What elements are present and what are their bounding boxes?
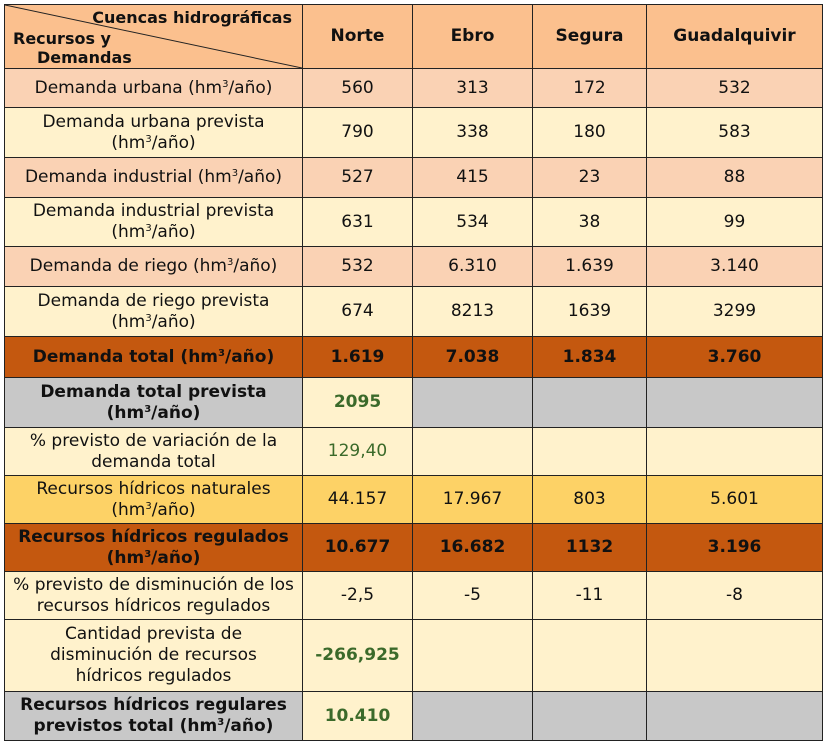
cell-segura (533, 428, 647, 476)
cell-ebro: -5 (413, 572, 533, 620)
cell-norte: 44.157 (303, 476, 413, 524)
cell-guadalquivir: 5.601 (647, 476, 823, 524)
cell-ebro: 16.682 (413, 524, 533, 572)
cell-segura: 1.834 (533, 337, 647, 378)
row-label: % previsto de variación de la demanda total (5, 428, 303, 476)
row-label: Demanda total $(hm^3/año)$ (5, 337, 303, 378)
row-label: Demanda urbana prevista $(hm^3/año)$ (5, 108, 303, 158)
table-row (5, 158, 823, 198)
row-label: Recursos hídricos regulares previstos total $(hm^3/año)$ (5, 692, 303, 741)
corner-bottom-line2: Demandas (37, 48, 132, 67)
header-row (5, 5, 823, 69)
cell-segura: 38 (533, 198, 647, 247)
table-row (5, 428, 823, 476)
water-resources-table (4, 4, 823, 741)
cell-segura: 180 (533, 108, 647, 158)
cell-segura (533, 378, 647, 428)
row-label: Recursos hídricos naturales $(hm^3/año)$ (5, 476, 303, 524)
cell-segura (533, 620, 647, 692)
table-row (5, 287, 823, 337)
cell-ebro: 338 (413, 108, 533, 158)
table-row-regulated-resources (5, 524, 823, 572)
row-label: Cantidad prevista de disminución de recursos hídricos regulados (5, 620, 303, 692)
cell-segura: 1.639 (533, 247, 647, 287)
column-header-norte: Norte (303, 5, 413, 69)
row-label: Demanda total prevista $(hm^3/año)$ (5, 378, 303, 428)
table-row (5, 378, 823, 428)
cell-ebro (413, 620, 533, 692)
cell-norte: 790 (303, 108, 413, 158)
cell-guadalquivir: 99 (647, 198, 823, 247)
corner-bottom-line1: Recursos y (13, 29, 111, 48)
row-label: % previsto de disminución de los recursos hídricos regulados (5, 572, 303, 620)
table-row (5, 247, 823, 287)
cell-guadalquivir (647, 428, 823, 476)
cell-ebro (413, 692, 533, 741)
row-label: Demanda industrial $(hm^3/año)$ (5, 158, 303, 198)
cell-guadalquivir (647, 692, 823, 741)
cell-guadalquivir: 3.140 (647, 247, 823, 287)
column-header-ebro: Ebro (413, 5, 533, 69)
row-label: Demanda industrial prevista $(hm^3/año)$ (5, 198, 303, 247)
cell-norte: 631 (303, 198, 413, 247)
table-row (5, 572, 823, 620)
cell-ebro: 8213 (413, 287, 533, 337)
cell-norte: 10.410 (303, 692, 413, 741)
cell-ebro: 313 (413, 69, 533, 108)
cell-guadalquivir (647, 378, 823, 428)
cell-norte: 527 (303, 158, 413, 198)
corner-bottom-label (13, 29, 132, 67)
cell-segura: 1639 (533, 287, 647, 337)
cell-guadalquivir: 3.196 (647, 524, 823, 572)
cell-segura: 172 (533, 69, 647, 108)
cell-segura: 23 (533, 158, 647, 198)
row-label: Demanda de riego prevista $(hm^3/año)$ (5, 287, 303, 337)
table-row (5, 692, 823, 741)
cell-segura: 1132 (533, 524, 647, 572)
cell-norte: 532 (303, 247, 413, 287)
cell-segura (533, 692, 647, 741)
table-row (5, 198, 823, 247)
cell-norte: -266,925 (303, 620, 413, 692)
cell-ebro (413, 378, 533, 428)
cell-norte: 674 (303, 287, 413, 337)
column-header-segura: Segura (533, 5, 647, 69)
table-row (5, 108, 823, 158)
column-header-guadalquivir: Guadalquivir (647, 5, 823, 69)
cell-guadalquivir: 532 (647, 69, 823, 108)
cell-norte: -2,5 (303, 572, 413, 620)
cell-guadalquivir: 3.760 (647, 337, 823, 378)
table-row (5, 620, 823, 692)
table-row-demand-total (5, 337, 823, 378)
cell-guadalquivir (647, 620, 823, 692)
cell-ebro (413, 428, 533, 476)
cell-guadalquivir: 3299 (647, 287, 823, 337)
cell-ebro: 6.310 (413, 247, 533, 287)
cell-ebro: 415 (413, 158, 533, 198)
cell-norte: 2095 (303, 378, 413, 428)
cell-ebro: 17.967 (413, 476, 533, 524)
corner-top-label: Cuencas hidrográficas (92, 8, 292, 27)
cell-guadalquivir: 583 (647, 108, 823, 158)
cell-norte: 560 (303, 69, 413, 108)
corner-header-cell (5, 5, 303, 69)
cell-norte: 129,40 (303, 428, 413, 476)
cell-ebro: 534 (413, 198, 533, 247)
cell-ebro: 7.038 (413, 337, 533, 378)
cell-guadalquivir: -8 (647, 572, 823, 620)
cell-segura: 803 (533, 476, 647, 524)
row-label: Demanda de riego $(hm^3/año)$ (5, 247, 303, 287)
row-label: Recursos hídricos regulados $(hm^3/año)$ (5, 524, 303, 572)
cell-norte: 10.677 (303, 524, 413, 572)
table-row (5, 476, 823, 524)
row-label: Demanda urbana $(hm^3/año)$ (5, 69, 303, 108)
cell-segura: -11 (533, 572, 647, 620)
cell-guadalquivir: 88 (647, 158, 823, 198)
cell-norte: 1.619 (303, 337, 413, 378)
table-row (5, 69, 823, 108)
